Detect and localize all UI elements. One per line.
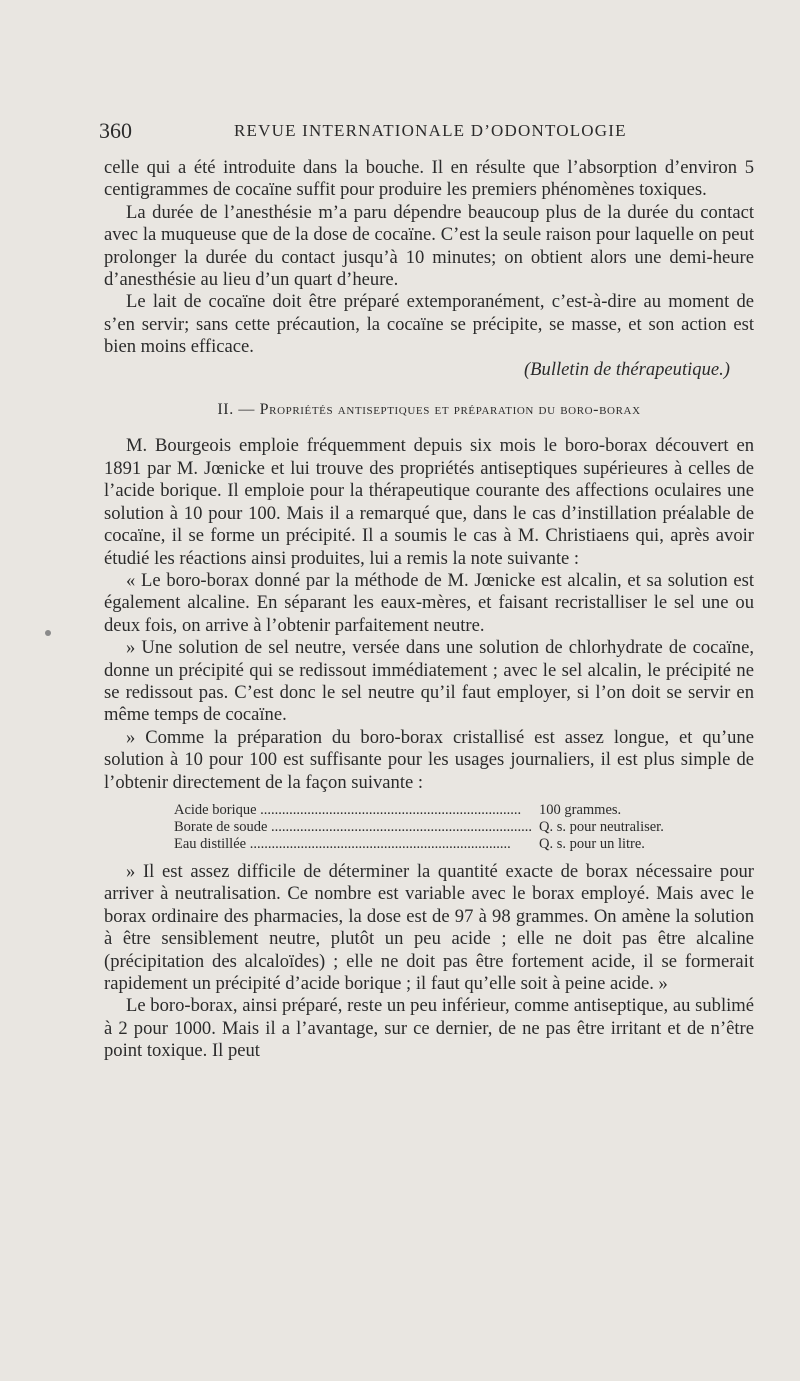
formula-table	[174, 802, 754, 853]
page-header	[99, 118, 754, 148]
formula-item: Acide borique .....	[174, 802, 539, 819]
section-title: II. — Propriétés antiseptiques et préparation du boro-borax	[217, 401, 641, 419]
citation	[104, 359, 754, 381]
running-title: REVUE INTERNATIONALE D’ODONTOLOGIE	[234, 121, 627, 140]
paragraph: « Le boro-borax donné par la méthode de M. Jœnicke est alcalin, et sa solution est également alcaline. En séparant les eaux-mères, et faisant recristalliser le sel une ou deux fois, on arrive à l’obtenir parfaitement neutre.	[104, 569, 754, 636]
formula-row	[174, 836, 754, 853]
paragraph: » Comme la préparation du boro-borax cristallisé est assez longue, et qu’une solution à 10 pour 100 est suffisante pour les usages journaliers, il est plus simple de l’obtenir directement de la façon suivante :	[104, 726, 754, 793]
formula-quantity: Q. s. pour un litre.	[539, 835, 645, 852]
margin-mark	[45, 630, 51, 636]
page-number: 360	[99, 118, 132, 143]
paragraph: Le lait de cocaïne doit être préparé extemporanément, c’est-à-dire au moment de s’en servir; sans cette précaution, la cocaïne se précipite, se masse, et son action est bien moins efficace.	[104, 291, 754, 358]
formula-item: Eau distillée .....	[174, 836, 539, 853]
citation-text: (Bulletin de thérapeutique.)	[523, 358, 730, 380]
paragraph: » Il est assez difficile de déterminer la quantité exacte de borax nécessaire pour arriver à neutralisation. Ce nombre est variable avec le borax employé. Mais avec le borax ordinaire des pharmacies, la dose est de 97 à 98 grammes. On amène la solution à être sensiblement neutre, plutôt un peu acide ; elle ne doit pas être alcaline (précipitation des alcaloïdes) ; elle ne doit pas être fortement acide, il se formerait rapidement un précipité d’acide borique ; il faut qu’elle soit à peine acide. »	[104, 860, 754, 994]
paragraph: Le boro-borax, ainsi préparé, reste un peu inférieur, comme antiseptique, au sublimé à 2 pour 1000. Mais il a l’avantage, sur ce dernier, de ne pas être irritant et de n’être point toxique. Il peut	[104, 995, 754, 1062]
formula-quantity: 100 grammes.	[539, 801, 622, 818]
formula-row	[174, 819, 754, 836]
formula-row	[174, 802, 754, 819]
paragraph: » Une solution de sel neutre, versée dans une solution de chlorhydrate de cocaïne, donne un précipité qui se redissout immédiatement ; avec le sel alcalin, le précipité ne se redissout pas. C’est donc le sel neutre qu’il faut employer, si l’on doit se servir en même temps de cocaïne.	[104, 637, 754, 726]
page-body	[104, 157, 754, 1063]
formula-item: Borate de soude .....	[174, 819, 539, 836]
paragraph: celle qui a été introduite dans la bouche. Il en résulte que l’absorption d’environ 5 centigrammes de cocaïne suffit pour produire les premiers phénomènes toxiques.	[104, 157, 754, 201]
paragraph: M. Bourgeois emploie fréquemment depuis six mois le boro-borax découvert en 1891 par M. Jœnicke et lui trouve des propriétés antiseptiques supérieures à celles de l’acide borique. Il emploie pour la thérapeutique courante des affections oculaires une solution à 10 pour 100. Mais il a remarqué que, dans le cas d’instillation préalable de cocaïne, il se forme un précipité. Il a soumis le cas à M. Christiaens qui, après avoir étudié les réactions ainsi produites, lui a remis la note suivante :	[104, 435, 754, 569]
formula-quantity: Q. s. pour neutraliser.	[539, 818, 664, 835]
paragraph: La durée de l’anesthésie m’a paru dépendre beaucoup plus de la durée du contact avec la muqueuse que de la dose de cocaïne. C’est la seule raison pour laquelle on peut prolonger la durée du contact jusqu’à 10 minutes; on obtient alors une demi-heure d’anesthésie au lieu d’un quart d’heure.	[104, 201, 754, 291]
